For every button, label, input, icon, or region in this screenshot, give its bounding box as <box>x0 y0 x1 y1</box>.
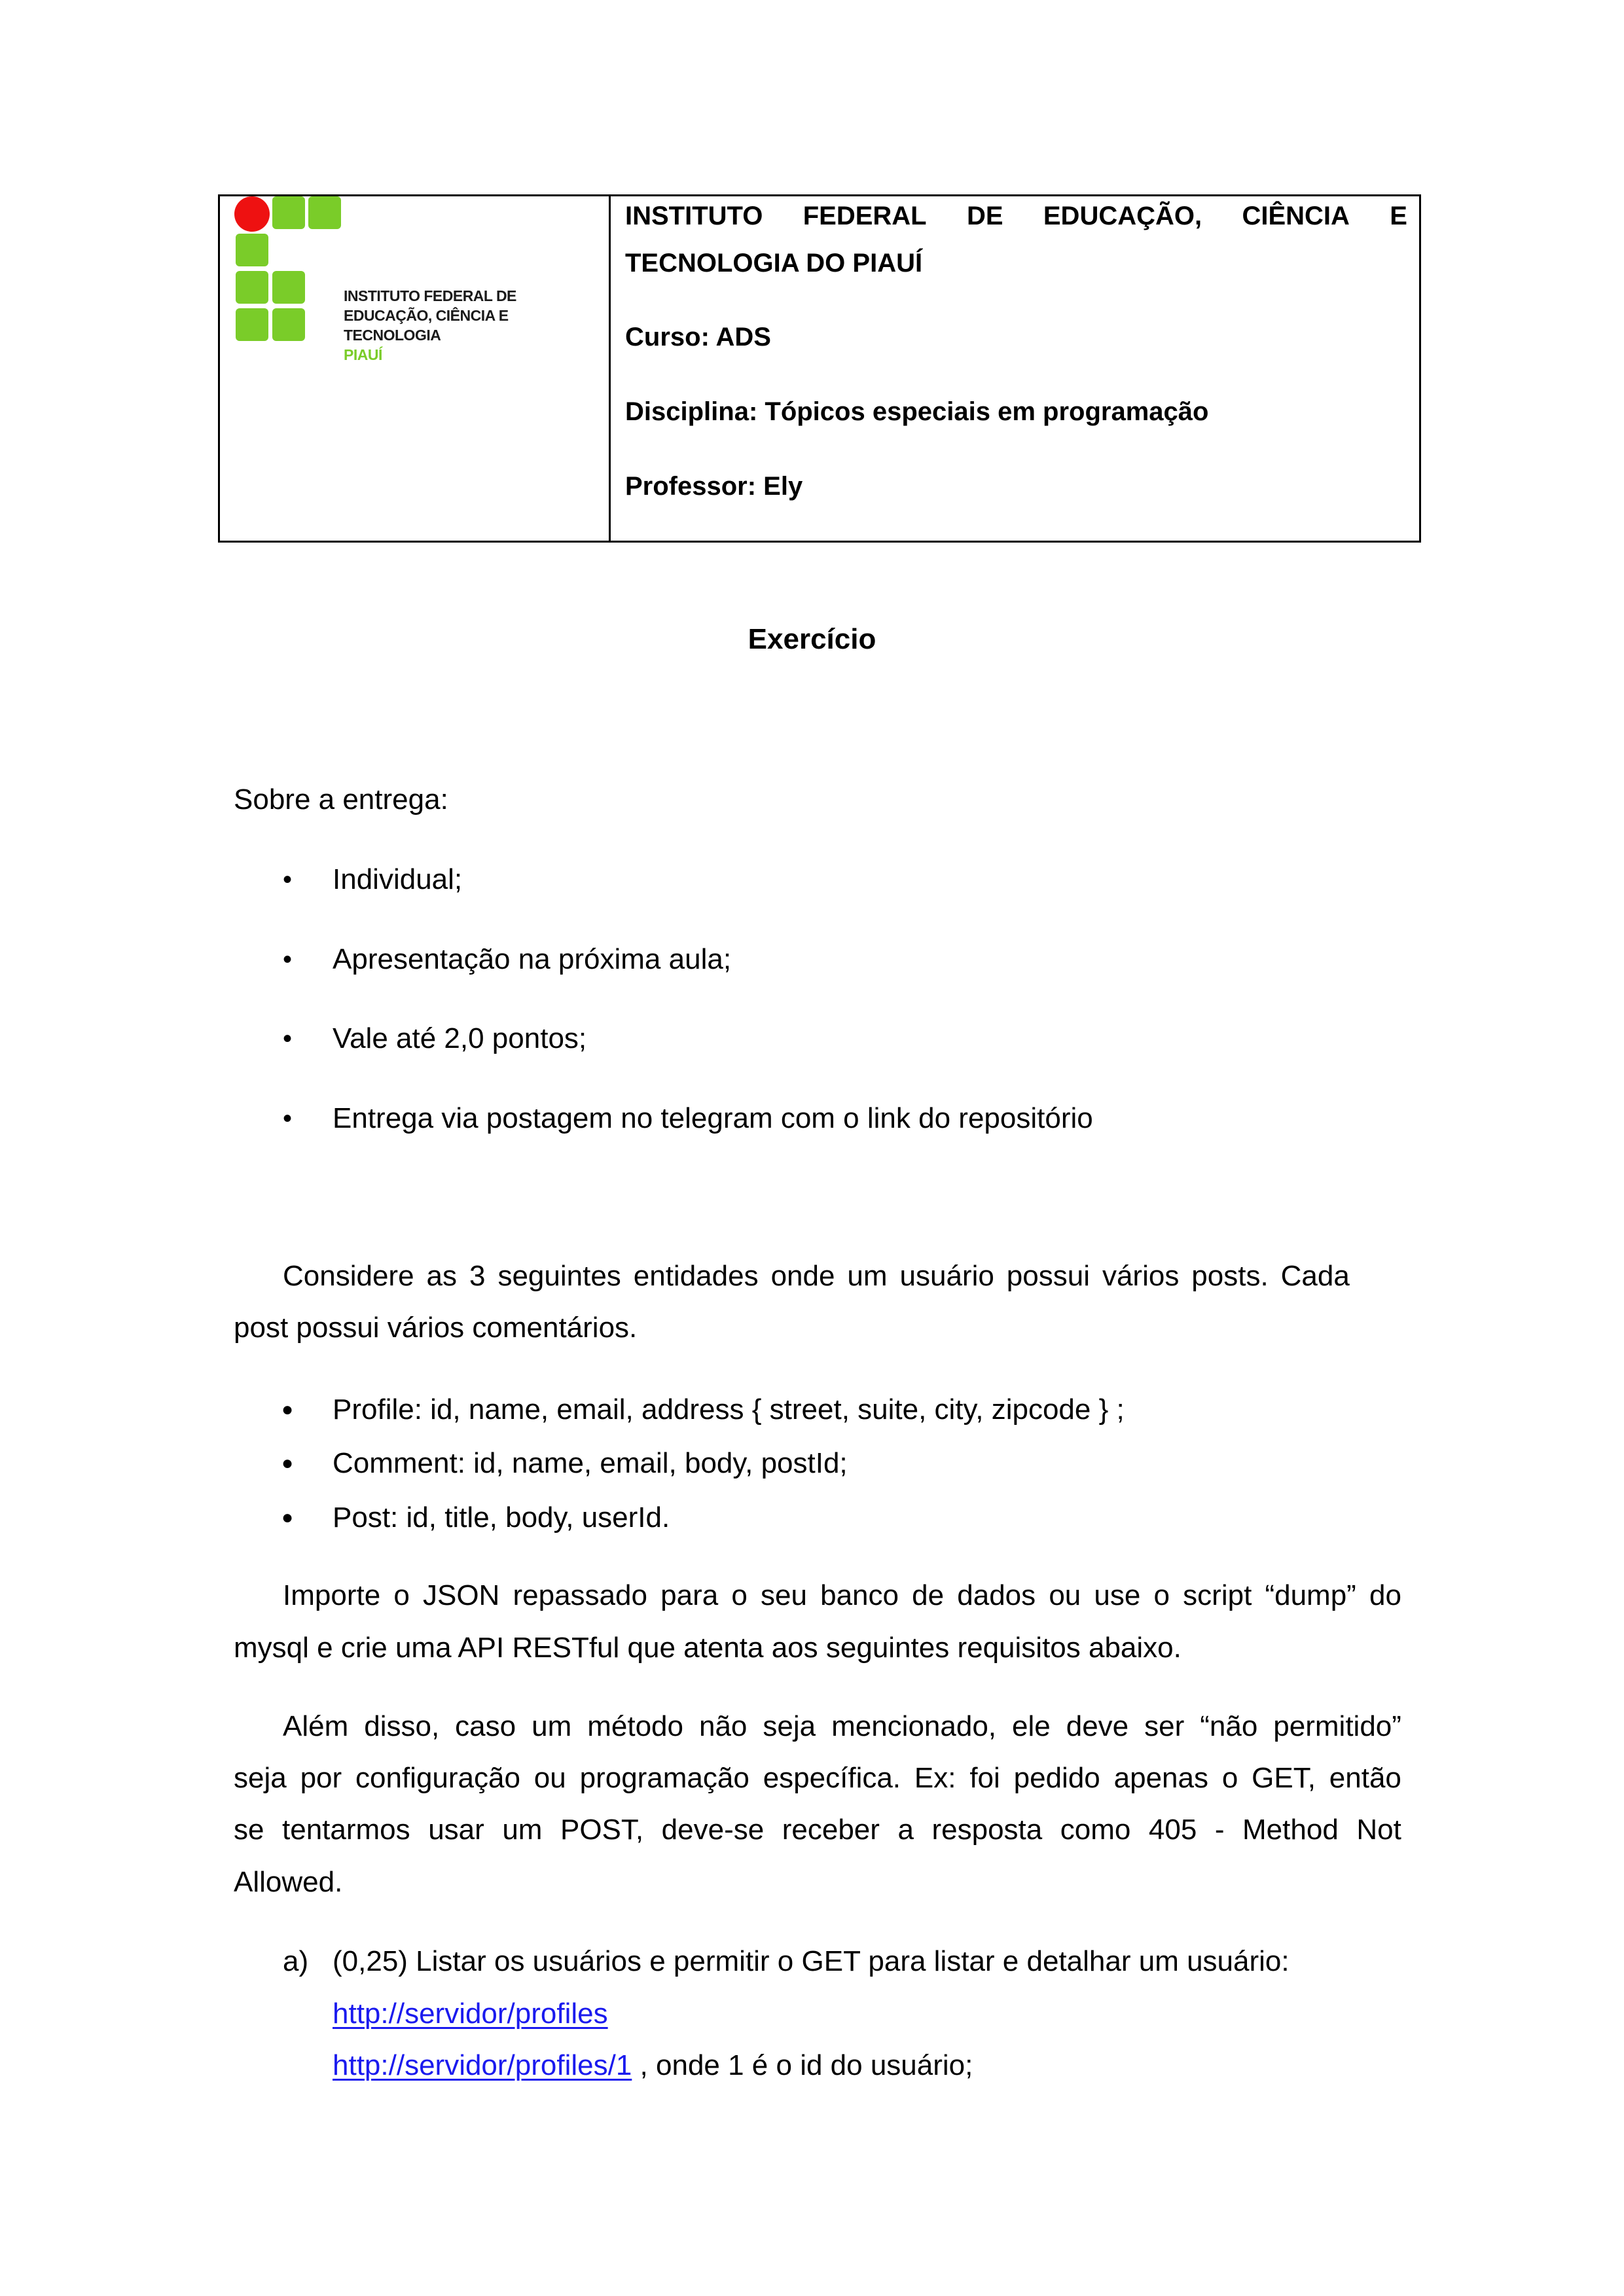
word: um <box>502 1814 543 1846</box>
word: Importe <box>283 1579 381 1611</box>
word: - <box>1214 1814 1225 1846</box>
institution-name-line2: TECNOLOGIA DO PIAUÍ <box>625 249 923 278</box>
bullet-marker: • <box>283 1104 293 1133</box>
word: então <box>1329 1762 1401 1794</box>
word: dados <box>957 1579 1036 1611</box>
word: repassado <box>513 1579 647 1611</box>
profiles-link[interactable]: http://servidor/profiles <box>333 1998 608 2030</box>
word: tentarmos <box>282 1814 410 1846</box>
word: mencionado, <box>831 1710 997 1742</box>
word: INSTITUTO <box>625 202 763 230</box>
word: “não <box>1200 1710 1258 1742</box>
word: deve <box>1066 1710 1129 1742</box>
course-label: Curso: ADS <box>625 323 771 351</box>
import-line2: mysql e crie uma API RESTful que atenta aos seguintes requisitos abaixo. <box>234 1632 1182 1664</box>
word: caso <box>455 1710 516 1742</box>
word: banco <box>820 1579 899 1611</box>
word: Além <box>283 1710 349 1742</box>
logo-cell <box>220 196 611 541</box>
word: Ex: <box>914 1762 956 1794</box>
word: de <box>912 1579 945 1611</box>
word: usar <box>428 1814 484 1846</box>
profile-detail-link[interactable]: http://servidor/profiles/1 <box>333 2049 632 2081</box>
logo-green-square <box>236 308 268 341</box>
word: script <box>1183 1579 1252 1611</box>
word: seu <box>761 1579 807 1611</box>
page-title: Exercício <box>748 623 876 655</box>
word: onde <box>770 1260 835 1292</box>
word: para <box>660 1579 719 1611</box>
word: o <box>731 1579 748 1611</box>
word: não <box>698 1710 748 1742</box>
word: o <box>393 1579 410 1611</box>
word: vários <box>1102 1260 1180 1292</box>
professor-label: Professor: Ely <box>625 472 803 501</box>
logo-red-circle <box>234 196 270 232</box>
discipline-label: Disciplina: Tópicos especiais em programação <box>625 397 1209 426</box>
word: Method <box>1242 1814 1339 1846</box>
bullet-marker: ● <box>281 1507 294 1528</box>
logo-green-square <box>236 234 268 266</box>
profile-detail-line <box>333 2049 973 2083</box>
word: ser <box>1144 1710 1185 1742</box>
import-line1 <box>283 1579 1401 1613</box>
bullet-marker: ● <box>281 1399 294 1420</box>
word: como <box>1060 1814 1131 1846</box>
delivery-item: Entrega via postagem no telegram com o link do repositório <box>333 1102 1093 1134</box>
word: ou <box>533 1762 566 1794</box>
delivery-item: Individual; <box>333 863 463 895</box>
word: 3 <box>469 1260 486 1292</box>
methods-line4: Allowed. <box>234 1866 343 1898</box>
methods-line3 <box>234 1813 1401 1847</box>
requirement-a-label: a) <box>283 1945 309 1977</box>
word: CIÊNCIA <box>1242 202 1350 230</box>
entities-intro-line1 <box>283 1259 1350 1293</box>
word: Cada <box>1280 1260 1350 1292</box>
word: seja <box>763 1710 816 1742</box>
word: do <box>1369 1579 1401 1611</box>
logo-green-square <box>272 271 305 304</box>
header-table <box>218 194 1421 543</box>
word: um <box>532 1710 572 1742</box>
word: permitido” <box>1273 1710 1401 1742</box>
word: entidades <box>633 1260 759 1292</box>
logo-text-line3: PIAUÍ <box>344 346 382 363</box>
word: um <box>847 1260 888 1292</box>
word: as <box>426 1260 458 1292</box>
bullet-marker: • <box>283 945 293 974</box>
logo-green-square <box>308 196 341 229</box>
word: foi <box>969 1762 1000 1794</box>
entity-item-profile: Profile: id, name, email, address { street, suite, city, zipcode } ; <box>333 1393 1125 1426</box>
word: ou <box>1049 1579 1081 1611</box>
requirement-a-text: (0,25) Listar os usuários e permitir o GET para listar e detalhar um usuário: <box>333 1945 1290 1977</box>
word: POST, <box>560 1814 644 1846</box>
entities-intro-line2: post possui vários comentários. <box>234 1312 638 1344</box>
word: Considere <box>283 1260 414 1292</box>
word: específica. <box>763 1762 901 1794</box>
methods-line1 <box>283 1710 1401 1744</box>
entity-item-comment: Comment: id, name, email, body, postId; <box>333 1447 848 1479</box>
word: o <box>1153 1579 1170 1611</box>
word: resposta <box>931 1814 1043 1846</box>
word: usuário <box>899 1260 994 1292</box>
delivery-heading: Sobre a entrega: <box>234 783 448 816</box>
word: Not <box>1356 1814 1401 1846</box>
word: apenas <box>1113 1762 1208 1794</box>
institute-logo <box>233 196 344 347</box>
info-cell <box>611 196 1419 541</box>
bullet-marker: • <box>283 865 293 894</box>
word: posts. <box>1191 1260 1269 1292</box>
delivery-item: Apresentação na próxima aula; <box>333 943 732 975</box>
word: FEDERAL <box>803 202 927 230</box>
institution-name-line1 <box>625 200 1407 232</box>
word: possui <box>1006 1260 1090 1292</box>
word: receber <box>782 1814 880 1846</box>
word: JSON <box>422 1579 500 1611</box>
logo-text <box>344 286 609 365</box>
word: seguintes <box>497 1260 621 1292</box>
delivery-item: Vale até 2,0 pontos; <box>333 1022 587 1054</box>
word: se <box>234 1814 264 1846</box>
logo-green-square <box>272 308 305 341</box>
bullet-marker: • <box>283 1024 293 1053</box>
word: seja <box>234 1762 287 1794</box>
word: 405 <box>1148 1814 1197 1846</box>
word: EDUCAÇÃO, <box>1043 202 1202 230</box>
logo-text-line2: EDUCAÇÃO, CIÊNCIA E TECNOLOGIA <box>344 307 509 344</box>
logo-green-square <box>236 271 268 304</box>
logo-green-square <box>272 196 305 229</box>
word: disso, <box>364 1710 440 1742</box>
profile-detail-suffix: , onde 1 é o id do usuário; <box>632 2049 973 2081</box>
word: o <box>1221 1762 1238 1794</box>
word: programação <box>579 1762 749 1794</box>
entity-item-post: Post: id, title, body, userId. <box>333 1501 670 1534</box>
word: por <box>300 1762 342 1794</box>
word: GET, <box>1252 1762 1316 1794</box>
word: a <box>897 1814 914 1846</box>
word: ele <box>1012 1710 1051 1742</box>
word: use <box>1094 1579 1141 1611</box>
logo-text-line1: INSTITUTO FEDERAL DE <box>344 287 516 304</box>
word: “dump” <box>1265 1579 1356 1611</box>
word: deve-se <box>661 1814 765 1846</box>
bullet-marker: ● <box>281 1452 294 1474</box>
methods-line2 <box>234 1761 1401 1795</box>
word: configuração <box>355 1762 520 1794</box>
word: DE <box>966 202 1003 230</box>
word: método <box>587 1710 683 1742</box>
word: E <box>1390 202 1407 230</box>
word: pedido <box>1013 1762 1100 1794</box>
